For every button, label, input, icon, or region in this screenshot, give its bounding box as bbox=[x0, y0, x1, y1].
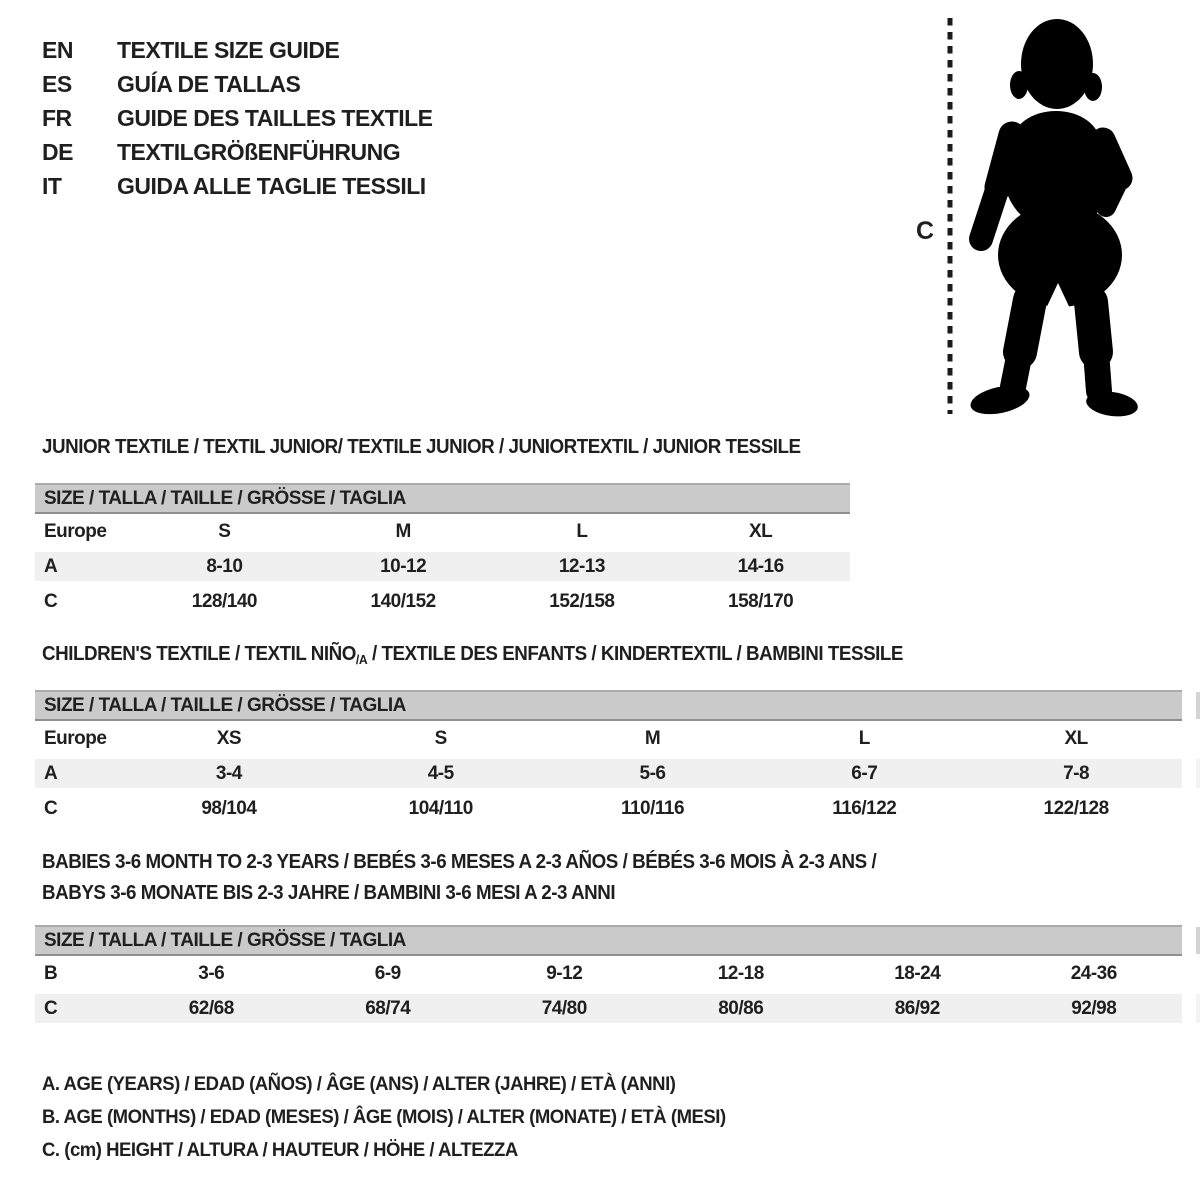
height-cell: 68/74 bbox=[365, 997, 411, 1019]
row-label: A bbox=[44, 762, 58, 784]
toddler-silhouette-icon bbox=[960, 15, 1145, 420]
height-cell: 152/158 bbox=[549, 590, 615, 612]
language-row-fr bbox=[42, 101, 433, 135]
height-cell: 104/110 bbox=[408, 797, 473, 819]
language-code: EN bbox=[42, 37, 73, 63]
age-cell: 8-10 bbox=[206, 555, 243, 577]
months-cell: 12-18 bbox=[717, 962, 764, 984]
size-header-band: SIZE / TALLA / TAILLE / GRÖSSE / TAGLIA bbox=[35, 483, 850, 514]
age-cell: 6-7 bbox=[851, 762, 878, 784]
row-label: C bbox=[44, 797, 58, 819]
language-code: DE bbox=[42, 139, 73, 165]
measure-label-c: C bbox=[915, 217, 935, 245]
age-cell: 14-16 bbox=[737, 555, 784, 577]
height-cell: 140/152 bbox=[370, 590, 436, 612]
babies-size-table bbox=[35, 925, 1182, 1026]
age-cell: 5-6 bbox=[639, 762, 666, 784]
height-measure-dashed-line-icon bbox=[944, 14, 956, 418]
height-cell: 80/86 bbox=[718, 997, 764, 1019]
height-cell: 74/80 bbox=[541, 997, 587, 1019]
language-title-list bbox=[42, 33, 433, 203]
measurement-legend bbox=[42, 1068, 762, 1167]
height-cell: 158/170 bbox=[728, 590, 794, 612]
months-cell: 24-36 bbox=[1070, 962, 1117, 984]
babies-title-line2: BABYS 3-6 MONATE BIS 2-3 JAHRE / BAMBINI 3-6 MESI A 2-3 ANNI bbox=[42, 882, 616, 904]
babies-title-line1: BABIES 3-6 MONTH TO 2-3 YEARS / BEBÉS 3-6 MESES A 2-3 AÑOS / BÉBÉS 3-6 MOIS À 2-3 ANS / bbox=[42, 851, 877, 873]
cropped-row-sliver bbox=[1196, 759, 1200, 788]
cropped-row-sliver bbox=[1196, 994, 1200, 1023]
junior-size-table bbox=[35, 483, 850, 619]
language-row-es bbox=[42, 67, 433, 101]
junior-section-title: JUNIOR TEXTILE / TEXTIL JUNIOR/ TEXTILE JUNIOR / JUNIORTEXTIL / JUNIOR TESSILE bbox=[42, 436, 801, 458]
age-cell: 4-5 bbox=[427, 762, 454, 784]
guide-title: GUÍA DE TALLAS bbox=[117, 71, 301, 97]
size-cell: S bbox=[434, 727, 447, 749]
months-cell: 3-6 bbox=[198, 962, 225, 984]
guide-title: TEXTILGRÖßENFÜHRUNG bbox=[117, 139, 401, 165]
height-cell: 122/128 bbox=[1043, 797, 1109, 819]
size-cell: L bbox=[576, 520, 588, 542]
row-label: C bbox=[44, 997, 58, 1019]
table-row-europe bbox=[35, 514, 850, 549]
language-code: IT bbox=[42, 173, 62, 199]
row-label: B bbox=[44, 962, 58, 984]
age-cell: 7-8 bbox=[1063, 762, 1090, 784]
height-cell: 86/92 bbox=[894, 997, 940, 1019]
children-title-pre: CHILDREN'S TEXTILE / TEXTIL NIÑO bbox=[42, 643, 356, 665]
table-row-height bbox=[35, 791, 1182, 826]
row-label: Europe bbox=[44, 727, 107, 749]
size-cell: L bbox=[858, 727, 870, 749]
size-cell: XL bbox=[1064, 727, 1088, 749]
legend-line-b: B. AGE (MONTHS) / EDAD (MESES) / ÂGE (MOIS) / ALTER (MONATE) / ETÀ (MESI) bbox=[42, 1106, 726, 1128]
size-cell: XL bbox=[748, 520, 773, 542]
table-row-age bbox=[35, 759, 1182, 788]
language-row-it bbox=[42, 169, 433, 203]
size-cell: M bbox=[644, 727, 661, 749]
months-cell: 6-9 bbox=[374, 962, 401, 984]
table-row-months bbox=[35, 956, 1182, 991]
height-cell: 62/68 bbox=[188, 997, 234, 1019]
height-cell: 92/98 bbox=[1071, 997, 1117, 1019]
guide-title: GUIDA ALLE TAGLIE TESSILI bbox=[117, 173, 426, 199]
age-cell: 3-4 bbox=[215, 762, 242, 784]
language-row-en bbox=[42, 33, 433, 67]
size-cell: M bbox=[395, 520, 411, 542]
table-row-height bbox=[35, 994, 1182, 1023]
legend-line-c: C. (cm) HEIGHT / ALTURA / HAUTEUR / HÖHE / ALTEZZA bbox=[42, 1139, 518, 1161]
age-cell: 12-13 bbox=[558, 555, 605, 577]
cropped-band-sliver bbox=[1196, 927, 1200, 954]
height-cell: 110/116 bbox=[620, 797, 685, 819]
size-header-band: SIZE / TALLA / TAILLE / GRÖSSE / TAGLIA bbox=[35, 690, 1182, 721]
legend-line-a: A. AGE (YEARS) / EDAD (AÑOS) / ÂGE (ANS) / ALTER (JAHRE) / ETÀ (ANNI) bbox=[42, 1073, 676, 1095]
language-row-de bbox=[42, 135, 433, 169]
babies-section-title bbox=[42, 847, 876, 909]
children-title-sub: /A bbox=[355, 652, 368, 667]
table-row-height bbox=[35, 584, 850, 619]
months-cell: 18-24 bbox=[894, 962, 941, 984]
months-cell: 9-12 bbox=[546, 962, 583, 984]
children-size-table bbox=[35, 690, 1182, 826]
table-row-age bbox=[35, 552, 850, 581]
language-code: FR bbox=[42, 105, 72, 131]
height-cell: 116/122 bbox=[832, 797, 897, 819]
row-label: A bbox=[44, 555, 58, 577]
guide-title: GUIDE DES TAILLES TEXTILE bbox=[117, 105, 433, 131]
height-cell: 128/140 bbox=[191, 590, 257, 612]
size-cell: S bbox=[218, 520, 231, 542]
size-header-band: SIZE / TALLA / TAILLE / GRÖSSE / TAGLIA bbox=[35, 925, 1182, 956]
height-cell: 98/104 bbox=[201, 797, 257, 819]
language-code: ES bbox=[42, 71, 72, 97]
children-section-title bbox=[42, 644, 903, 670]
table-row-europe bbox=[35, 721, 1182, 756]
guide-title: TEXTILE SIZE GUIDE bbox=[117, 37, 340, 63]
size-cell: XS bbox=[216, 727, 242, 749]
children-title-post: / TEXTILE DES ENFANTS / KINDERTEXTIL / BAMBINI TESSILE bbox=[367, 643, 903, 665]
cropped-band-sliver bbox=[1196, 692, 1200, 719]
row-label: C bbox=[44, 590, 58, 612]
row-label: Europe bbox=[44, 520, 107, 542]
age-cell: 10-12 bbox=[380, 555, 427, 577]
